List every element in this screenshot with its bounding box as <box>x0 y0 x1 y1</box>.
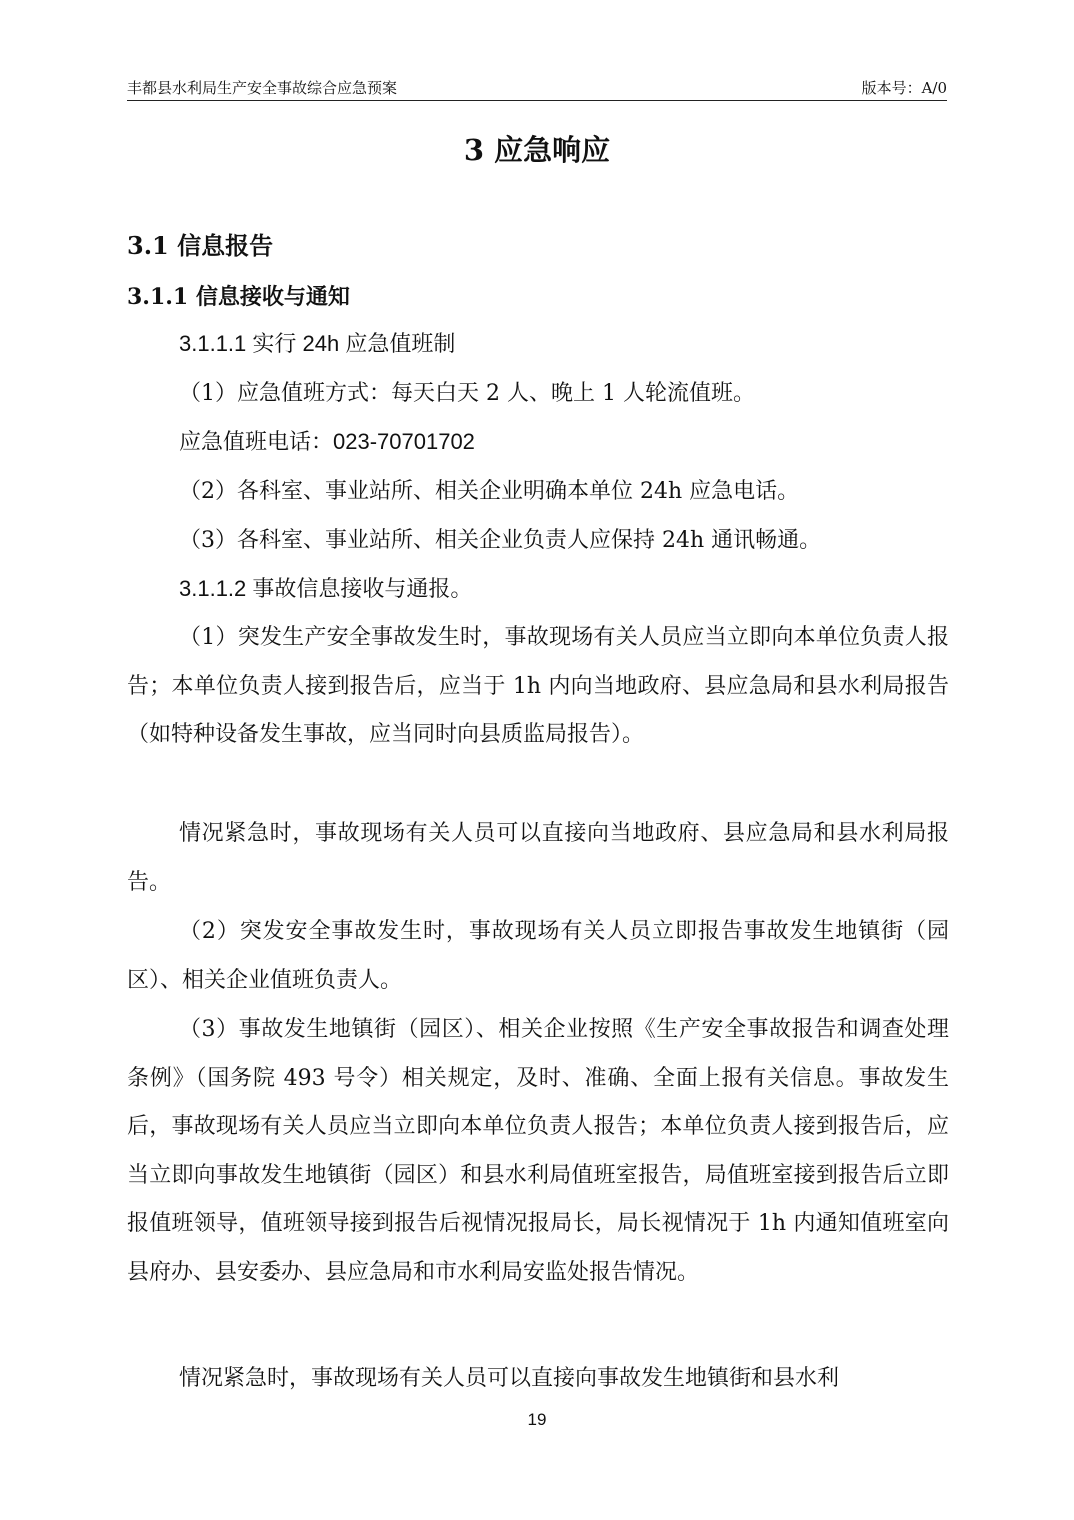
duty-phone-line: 应急值班电话：023-70701702 <box>179 429 475 454</box>
item-3-1-1-2: 3.1.1.2 事故信息接收与通报。 <box>179 576 473 601</box>
paragraph: （2）突发安全事故发生时，事故现场有关人员立即报告事故发生地镇街（园区）、相关企业值班负责人。 <box>127 919 949 993</box>
document-title-header: 丰都县水利局生产安全事故综合应急预案 <box>127 79 398 97</box>
paragraph: （3）事故发生地镇街（园区）、相关企业按照《生产安全事故报告和调查处理条例》（国务院 493 号令）相关规定，及时、准确、全面上报有关信息。事故发生后，事故现场有关人员应当立即向本单位负责人报告；本单位负责人接到报告后，应当立即向事故发生地镇街（园区）和县水利局值班室报告，局值班室接到报告后立即报值班领导，值班领导接到报告后视情况报局长，局长视情况于 1h 内通知值班室向县府办、县安委办、县应急局和市水利局安监处报告情况。 <box>127 1017 949 1285</box>
emergency-phone-line: （2）各科室、事业站所、相关企业明确本单位 24h 应急电话。 <box>179 479 800 504</box>
section-heading: 3.1 信息报告 <box>127 231 274 260</box>
paragraph: （1）突发生产安全事故发生时，事故现场有关人员应当立即向本单位负责人报告；本单位负责人接到报告后，应当于 1h 内向当地政府、县应急局和县水利局报告（如特种设备发生事故，应当同时向县质监局报告）。 <box>127 625 949 748</box>
paragraph: 情况紧急时，事故现场有关人员可以直接向事故发生地镇街和县水利 <box>179 1366 840 1391</box>
paragraph: 情况紧急时，事故现场有关人员可以直接向当地政府、县应急局和县水利局报告。 <box>127 821 949 895</box>
chapter-title: 3 应急响应 <box>463 133 611 167</box>
item-3-1-1-1: 3.1.1.1 实行 24h 应急值班制 <box>179 331 456 356</box>
page-header <box>127 74 947 101</box>
page-number: 19 <box>527 1410 547 1429</box>
subsection-heading: 3.1.1 信息接收与通知 <box>127 284 350 310</box>
communication-line: （3）各科室、事业站所、相关企业负责人应保持 24h 通讯畅通。 <box>179 528 822 553</box>
duty-method-line: （1）应急值班方式：每天白天 2 人、晚上 1 人轮流值班。 <box>179 381 755 406</box>
version-number: 版本号：A/0 <box>861 79 947 97</box>
